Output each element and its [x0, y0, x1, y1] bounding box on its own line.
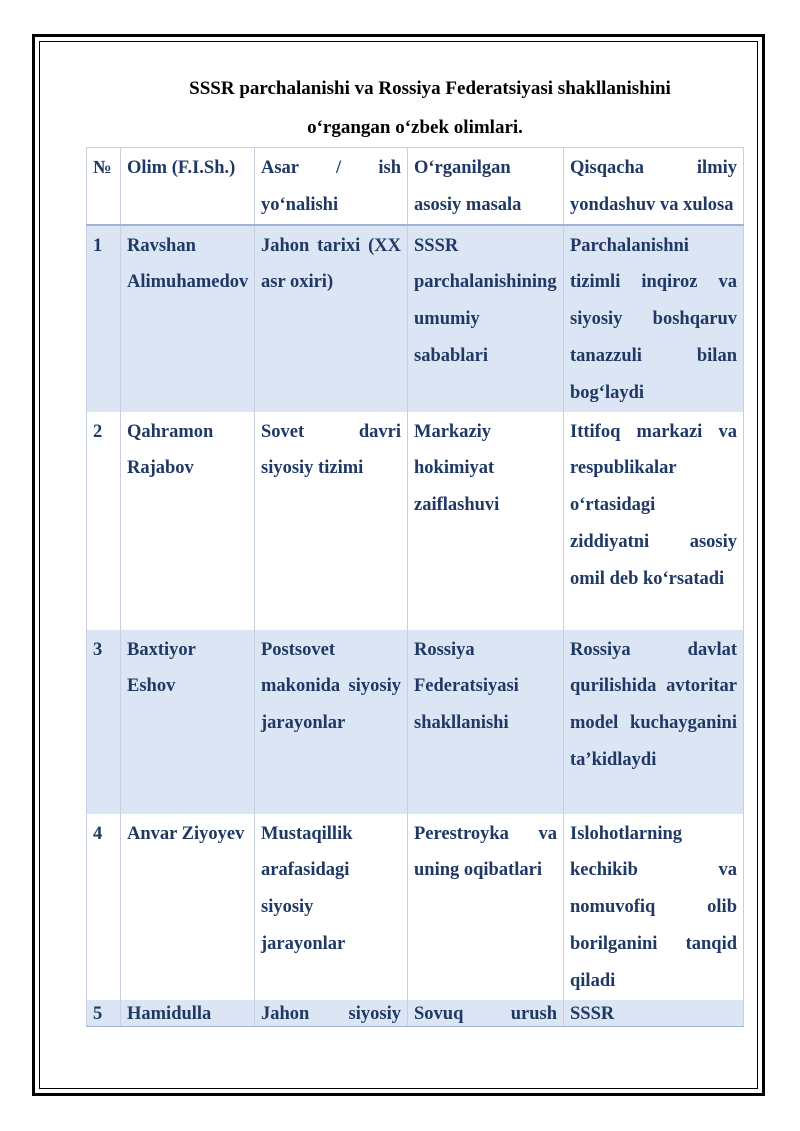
scholar-name: Anvar Ziyoyev: [121, 814, 255, 1000]
approach-conclusion: SSSR: [564, 1000, 744, 1027]
main-issue: Perestroyka va uning oqibatlari: [408, 814, 564, 1000]
table-row: [87, 814, 744, 1000]
work-direction: Postsovet makonida siyosiy jarayonlar: [255, 630, 408, 814]
row-number: 1: [87, 225, 121, 412]
main-issue: SSSR parchalanishining umumiy sabablari: [408, 225, 564, 412]
header-number: №: [87, 148, 121, 225]
work-direction: Jahon siyosiy: [255, 1000, 408, 1027]
row-number: 5: [87, 1000, 121, 1027]
approach-conclusion: Ittifoq markazi va respublikalar o‘rtasidagi ziddiyatni asosiy omil deb ko‘rsatadi: [564, 412, 744, 630]
row-number: 4: [87, 814, 121, 1000]
table-header-row: [87, 148, 744, 225]
table-row: [87, 1000, 744, 1027]
scholars-table: [86, 147, 744, 1027]
main-issue: Rossiya Federatsiyasi shakllanishi: [408, 630, 564, 814]
main-issue: Sovuq urush: [408, 1000, 564, 1027]
work-direction: Jahon tarixi (XX asr oxiri): [255, 225, 408, 412]
table-row: [87, 412, 744, 630]
approach-conclusion: Islohotlarning kechikib va nomuvofiq olib borilganini tanqid qiladi: [564, 814, 744, 1000]
approach-conclusion: Parchalanishni tizimli inqiroz va siyosiy boshqaruv tanazzuli bilan bog‘laydi: [564, 225, 744, 412]
main-issue: Markaziy hokimiyat zaiflashuvi: [408, 412, 564, 630]
scholar-name: Qahramon Rajabov: [121, 412, 255, 630]
scholar-name: Baxtiyor Eshov: [121, 630, 255, 814]
header-main-issue: O‘rganilgan asosiy masala: [408, 148, 564, 225]
table-row: [87, 630, 744, 814]
approach-conclusion: Rossiya davlat qurilishida avtoritar model kuchayganini ta’kidlaydi: [564, 630, 744, 814]
work-direction: Sovet davri siyosiy tizimi: [255, 412, 408, 630]
header-scholar: Olim (F.I.Sh.): [121, 148, 255, 225]
table-row: [87, 225, 744, 412]
row-number: 2: [87, 412, 121, 630]
row-number: 3: [87, 630, 121, 814]
header-work-direction: Asar / ish yo‘nalishi: [255, 148, 408, 225]
scholar-name: Hamidulla: [121, 1000, 255, 1027]
document-title-line-1: SSSR parchalanishi va Rossiya Federatsiyasi shakllanishini: [189, 78, 671, 99]
scholar-name: Ravshan Alimuhamedov: [121, 225, 255, 412]
header-approach-conclusion: Qisqacha ilmiy yondashuv va xulosa: [564, 148, 744, 225]
work-direction: Mustaqillik arafasidagi siyosiy jarayonlar: [255, 814, 408, 1000]
document-title-line-2: o‘rgangan o‘zbek olimlari.: [307, 117, 523, 138]
